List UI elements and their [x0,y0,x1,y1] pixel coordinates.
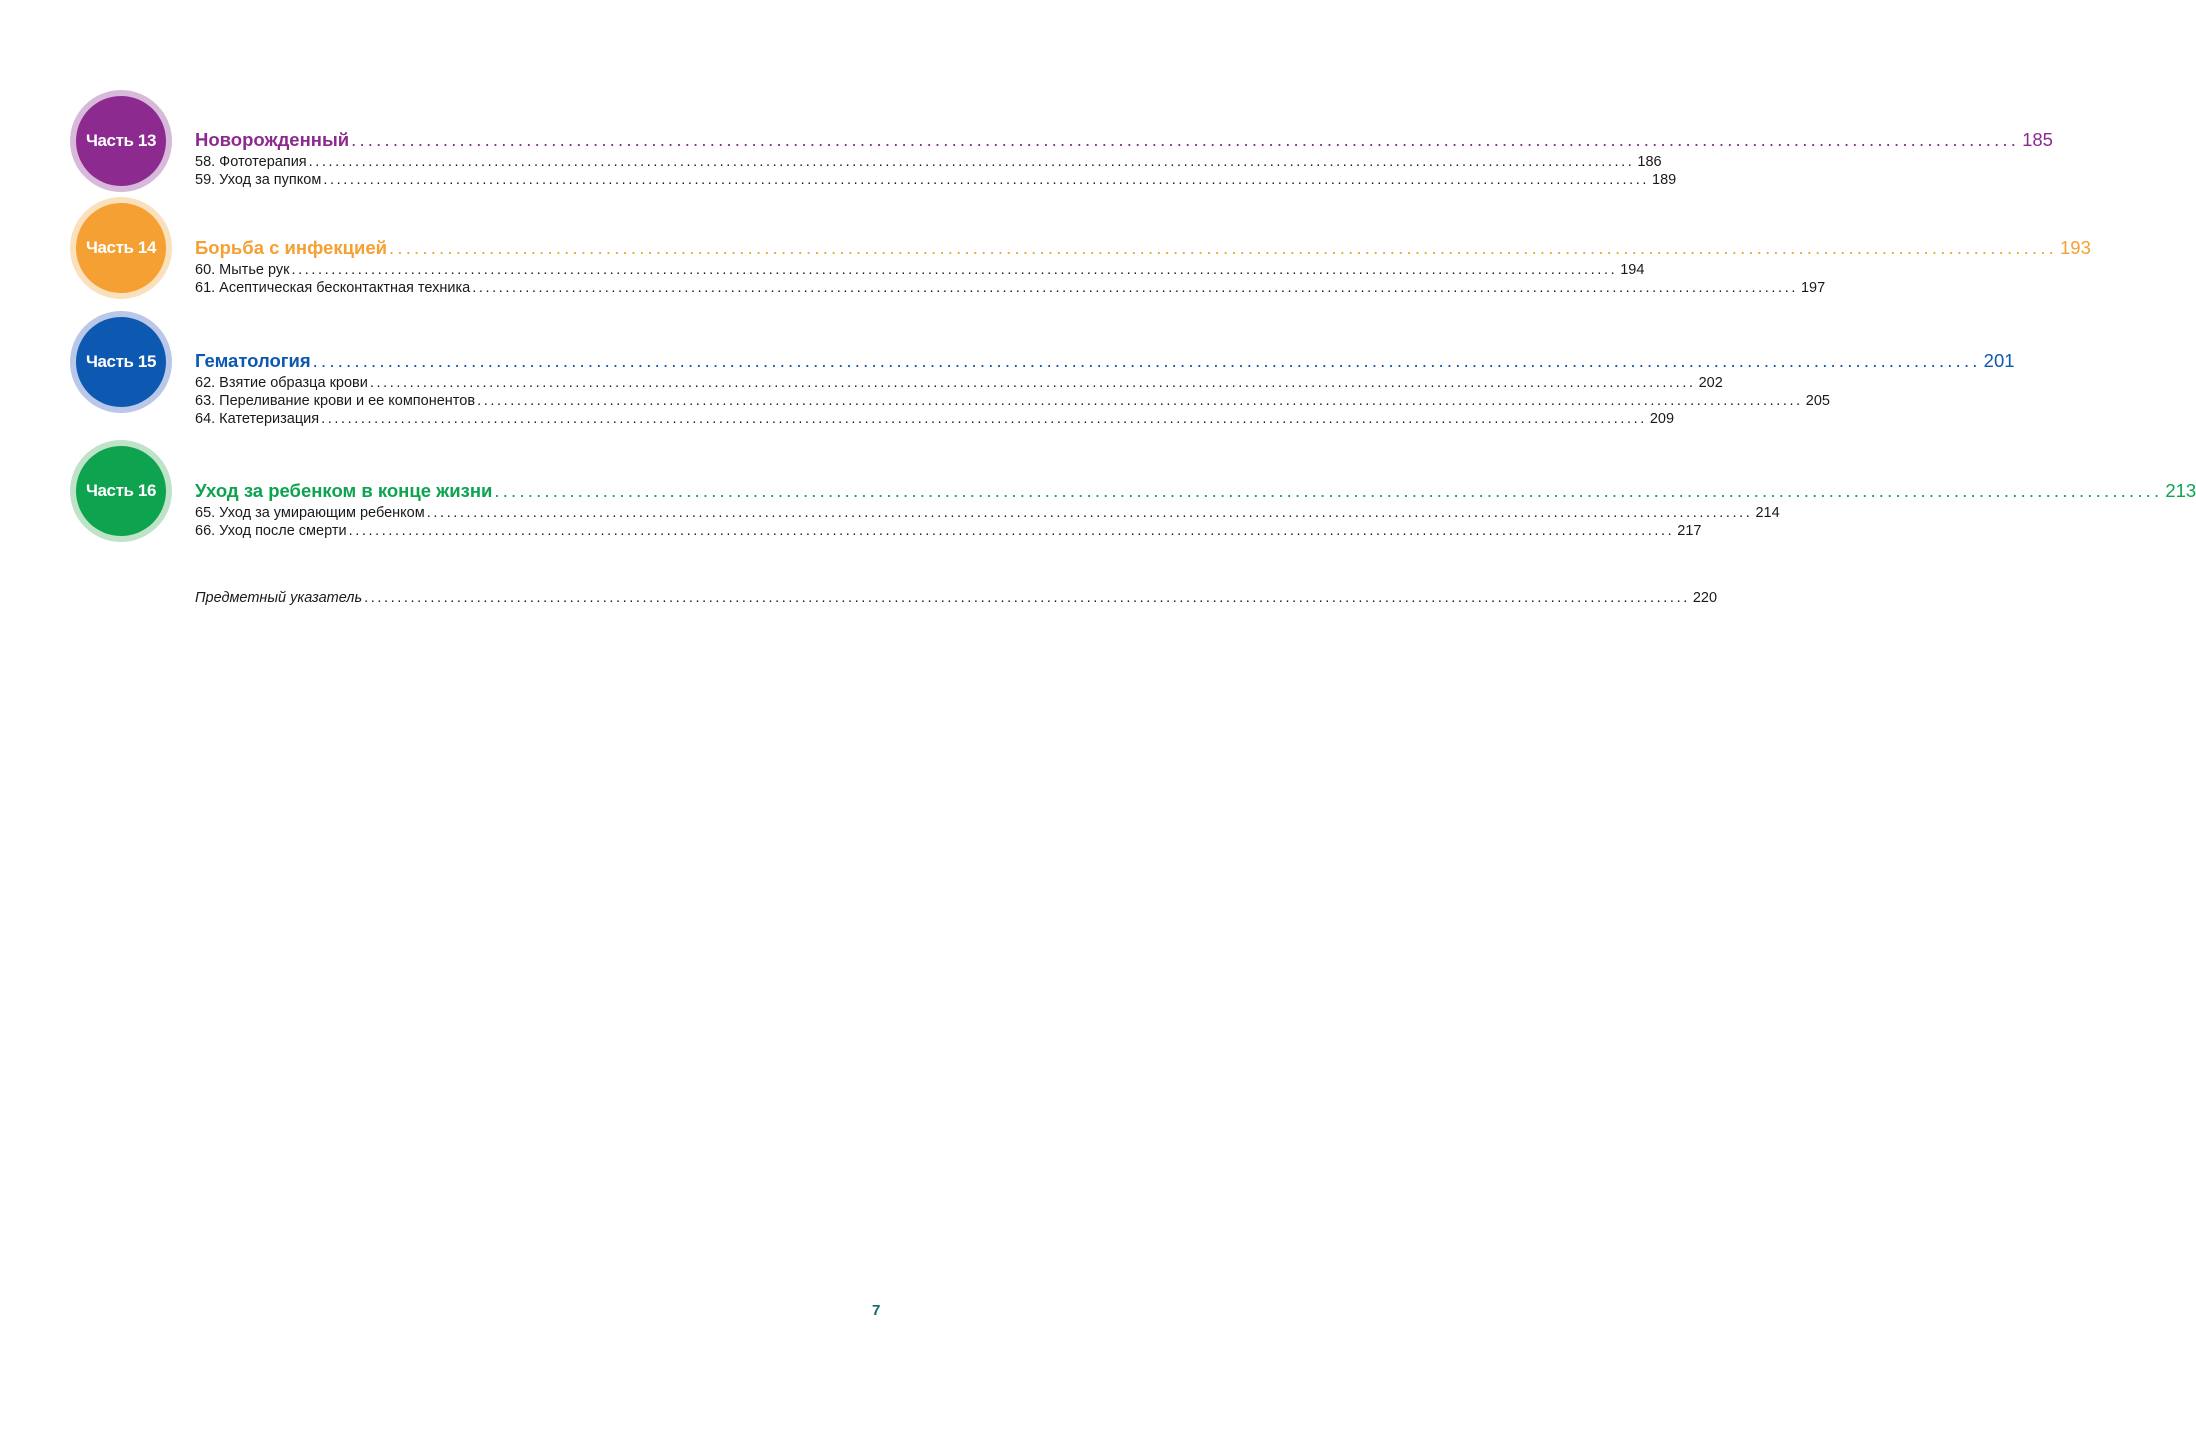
toc-item[interactable] [195,374,1723,392]
toc-item[interactable] [195,410,1675,428]
badge-label: Часть 16 [85,481,157,500]
part-14-title-row[interactable] [195,235,2091,261]
item-label: 63. Переливание крови и ее компонентов [195,393,476,409]
item-page: 202 [1698,375,1723,391]
dot-leader: ........................................................................................................................................................................................................ [312,350,1981,371]
item-label: 60. Мытье рук [195,262,290,278]
item-label: 66. Уход после смерти [195,523,347,539]
item-page: 186 [1637,154,1662,170]
badge-label: Часть 14 [85,238,157,257]
part-13-title-row[interactable] [195,127,2053,153]
item-label: 61. Асептическая бесконтактная техника [195,280,471,296]
item-label: 59. Уход за пупком [195,172,322,188]
page-number: 7 [872,1302,881,1319]
toc-item[interactable] [195,279,1826,297]
part-title: Гематология [195,350,311,371]
part-14-toc [195,235,2091,297]
index-label: Предметный указатель [195,590,363,606]
part-13-section [0,96,2053,216]
item-label: 65. Уход за умирающим ребенком [195,505,425,521]
item-page: 197 [1800,280,1826,296]
part-16-section [0,446,2196,566]
item-page: 189 [1652,172,1677,188]
item-page: 209 [1649,411,1675,427]
dot-leader: ........................................................................................................................................................................................................ [308,154,1635,170]
part-page: 201 [1983,350,2015,371]
toc-item[interactable] [195,522,1702,540]
subject-index-row[interactable] [195,589,1718,607]
dot-leader: ........................................................................................................................................................................................................ [321,411,1647,427]
dot-leader: ........................................................................................................................................................................................................ [369,375,1696,391]
badge-label: Часть 13 [85,131,157,150]
item-page: 194 [1620,262,1645,278]
dot-leader: ........................................................................................................................................................................................................ [494,480,2163,501]
index-page: 220 [1692,590,1718,606]
part-title: Борьба с инфекцией [195,237,388,258]
dot-leader: ........................................................................................................................................................................................................ [426,505,1753,521]
part-page: 185 [2022,129,2053,150]
dot-leader: ........................................................................................................................................................................................................ [348,523,1675,539]
item-page: 214 [1755,505,1780,521]
toc-item[interactable] [195,153,1662,171]
toc-item[interactable] [195,261,1645,279]
toc-item[interactable] [195,171,1677,189]
item-page: 217 [1677,523,1702,539]
part-15-section [0,317,2015,437]
part-14-section [0,203,2091,323]
dot-leader: ........................................................................................................................................................................................................ [351,129,2020,150]
item-label: 62. Взятие образца крови [195,375,368,391]
toc-item[interactable] [195,392,1830,410]
dot-leader: ........................................................................................................................................................................................................ [364,590,1690,606]
dot-leader: ........................................................................................................................................................................................................ [477,393,1803,409]
part-13-badge [76,96,166,186]
part-15-title-row[interactable] [195,348,2015,374]
part-14-badge [76,203,166,293]
part-16-badge [76,446,166,536]
part-title: Уход за ребенком в конце жизни [195,480,493,501]
toc-item[interactable] [195,504,1780,522]
dot-leader: ........................................................................................................................................................................................................ [323,172,1650,188]
dot-leader: ........................................................................................................................................................................................................ [291,262,1618,278]
part-16-title-row[interactable] [195,478,2196,504]
part-page: 193 [2060,237,2091,258]
badge-label: Часть 15 [85,352,157,371]
part-title: Новорожденный [195,129,350,150]
dot-leader: ........................................................................................................................................................................................................ [389,237,2057,258]
dot-leader: ........................................................................................................................................................................................................ [472,280,1798,296]
part-page: 213 [2165,480,2196,501]
part-15-toc [195,348,2015,428]
part-13-toc [195,127,2053,189]
item-label: 58. Фототерапия [195,154,307,170]
part-16-toc [195,478,2196,540]
item-label: 64. Катетеризация [195,411,320,427]
part-15-badge [76,317,166,407]
item-page: 205 [1805,393,1830,409]
